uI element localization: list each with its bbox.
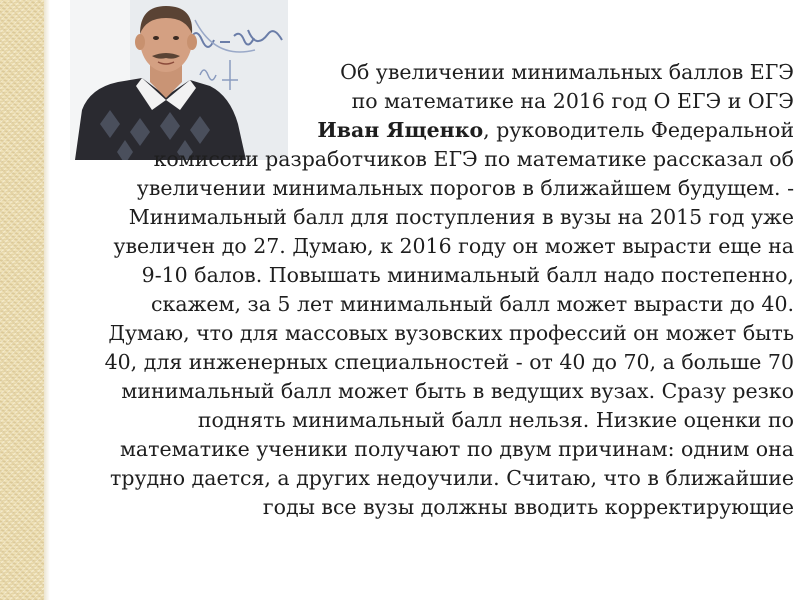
- article-text: [62, 58, 794, 522]
- title-line-2: по математике на 2016 год О ЕГЭ и ОГЭ: [351, 89, 794, 113]
- body-line: увеличен до 27. Думаю, к 2016 году он может вырасти еще на: [113, 234, 794, 258]
- body-line: поднять минимальный балл нельзя. Низкие оценки по: [197, 408, 794, 432]
- body-line: Думаю, что для массовых вузовских профессий он может быть: [108, 321, 794, 345]
- body-line: годы все вузы должны вводить корректирующие: [262, 495, 794, 519]
- body-line: Минимальный балл для поступления в вузы на 2015 год уже: [128, 205, 794, 229]
- body-line: минимальный балл может быть в ведущих вузах. Сразу резко: [121, 379, 794, 403]
- speaker-line: [62, 116, 794, 145]
- body-line: скажем, за 5 лет минимальный балл может вырасти до 40.: [151, 292, 794, 316]
- body-line: 40, для инженерных специальностей - от 40 до 70, а больше 70: [104, 350, 794, 374]
- speaker-name: Иван Ященко: [317, 118, 484, 142]
- body-line: комиссии разработчиков ЕГЭ по математике рассказал об: [153, 147, 794, 171]
- body-line: математике ученики получают по двум причинам: одним она: [119, 437, 794, 461]
- body-line: 9-10 балов. Повышать минимальный балл надо постепенно,: [141, 263, 794, 287]
- title-line-1: Об увеличении минимальных баллов ЕГЭ: [340, 60, 794, 84]
- body-line: увеличении минимальных порогов в ближайшем будущем. -: [136, 176, 794, 200]
- decorative-texture-strip: [0, 0, 44, 600]
- speaker-role: , руководитель Федеральной: [483, 118, 794, 142]
- body-line: трудно дается, а других недоучили. Считаю, что в ближайшие: [110, 466, 794, 490]
